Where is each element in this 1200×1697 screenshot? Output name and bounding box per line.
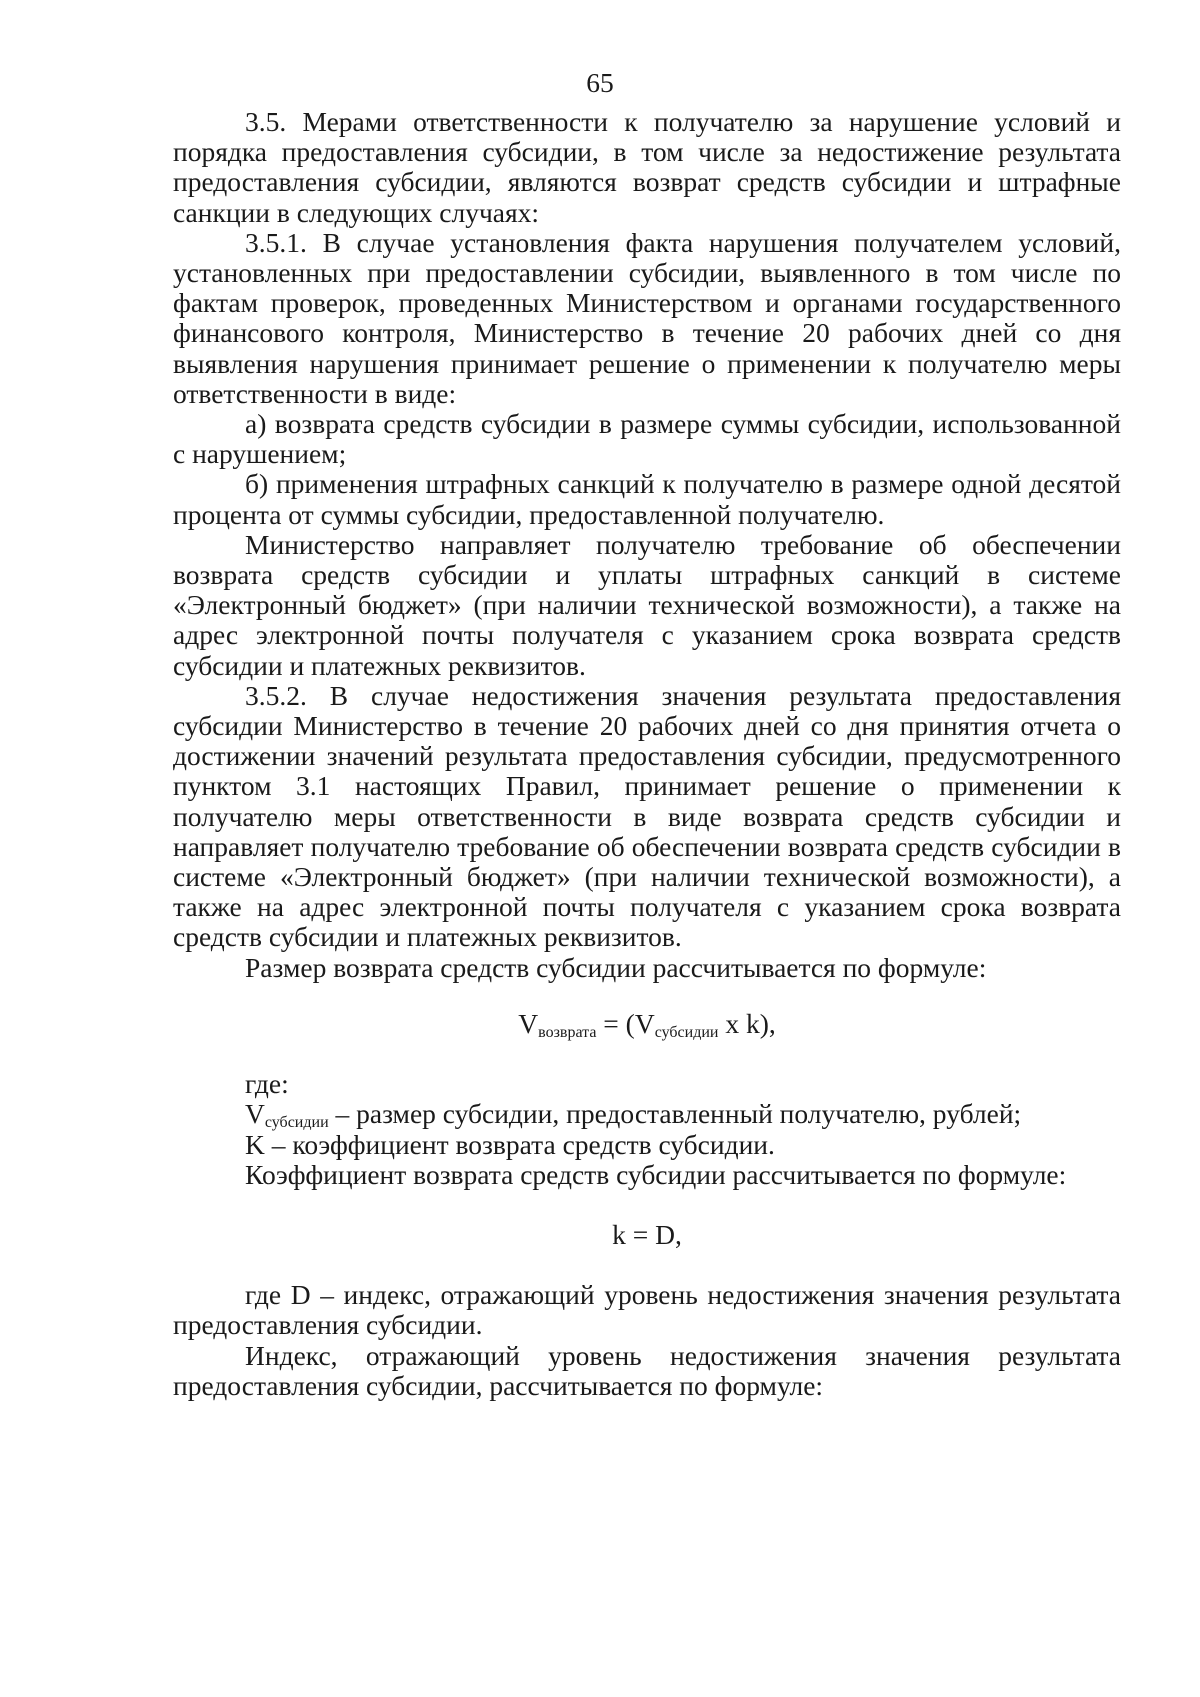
paragraph-ministry-request: Министерство направляет получателю требование об обеспечении возврата средств субсидии и уплаты штрафных санкций в системе «Электронный бюджет» (при наличии технической возможности), а также на адрес электронной почты получателя с указанием срока возврата средств субсидии и платежных реквизитов. xyxy=(173,528,1121,681)
page-number: 65 xyxy=(586,67,614,98)
paragraph-3-5-2: 3.5.2. В случае недостижения значения результата предоставления субсидии Министерство в течение 20 рабочих дней со дня принятия отчета о достижении значений результата предоставления субсидии, предусмотренного пунктом 3.1 настоящих Правил, принимает решение о применении к получателю меры ответственности в виде возврата средств субсидии и направляет получателю требование об обеспечении возврата средств субсидии в системе «Электронный бюджет» (при наличии технической возможности), а также на адрес электронной почты получателя с указанием срока возврата средств субсидии и платежных реквизитов. xyxy=(173,679,1121,953)
formula-coefficient: k = D, xyxy=(612,1218,682,1250)
paragraph-item-a: а) возврата средств субсидии в размере суммы субсидии, использованной с нарушением; xyxy=(173,408,1121,470)
formula-return: $V_{возврата} = (V_{субсидии}$ x k), xyxy=(518,1007,776,1041)
definition-v-subsidy: $V_{субсидии}$ – размер субсидии, предоставленный получателю, рублей; xyxy=(245,1098,1022,1132)
formula-sub-return: возврата xyxy=(538,1023,597,1041)
paragraph-where-d: где D – индекс, отражающий уровень недостижения значения результата предоставления субсидии. xyxy=(173,1279,1121,1341)
paragraph-coefficient: Коэффициент возврата средств субсидии рассчитывается по формуле: xyxy=(245,1158,1067,1190)
paragraph-item-b: б) применения штрафных санкций к получателю в размере одной десятой процента от суммы субсидии, предоставленной получателю. xyxy=(173,468,1121,530)
paragraph-index: Индекс, отражающий уровень недостижения значения результата предоставления субсидии, рассчитывается по формуле: xyxy=(173,1339,1121,1401)
where-label: где: xyxy=(245,1068,289,1100)
paragraph-return-size: Размер возврата средств субсидии рассчитывается по формуле: xyxy=(245,951,987,983)
definition-sub-subsidy: субсидии xyxy=(264,1114,329,1132)
paragraph-3-5: 3.5. Мерами ответственности к получателю за нарушение условий и порядка предоставления субсидии, в том числе за недостижение результата предоставления субсидии, являются возврат средств субсидии и штрафные санкции в следующих случаях: xyxy=(173,106,1121,228)
document-body xyxy=(173,107,1121,1401)
paragraph-3-5-1: 3.5.1. В случае установления факта нарушения получателем условий, установленных при предоставлении субсидии, выявленного в том числе по фактам проверок, проведенных Министерством и органами государственного финансового контроля, Министерство в течение 20 рабочих дней со дня выявления нарушения принимает решение о применении к получателю меры ответственности в виде: xyxy=(173,226,1121,409)
definition-k: K – коэффициент возврата средств субсидии. xyxy=(245,1128,775,1160)
formula-sub-subsidy: субсидии xyxy=(654,1023,719,1041)
